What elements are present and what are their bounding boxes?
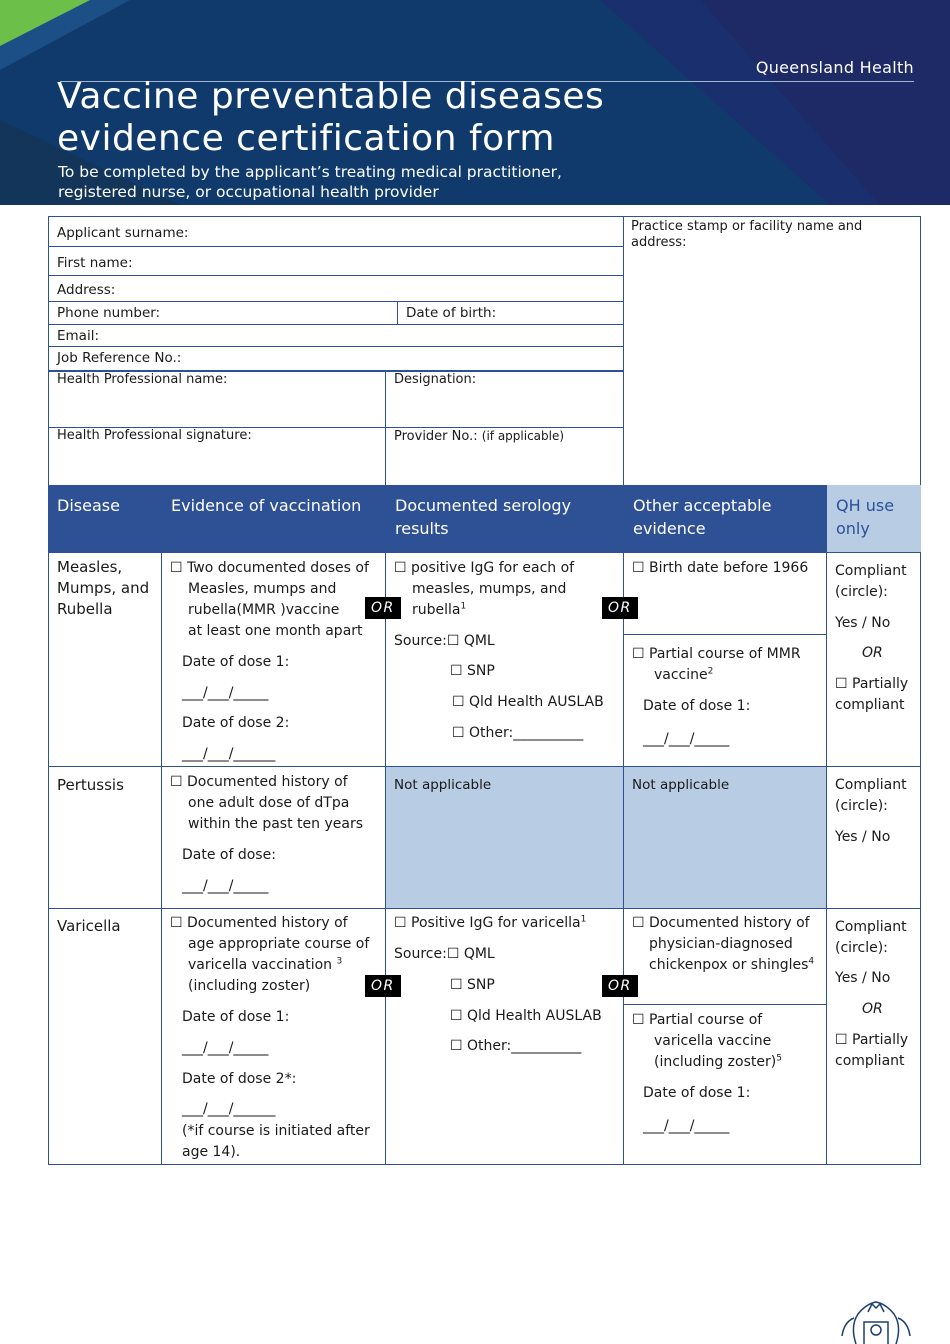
mmr-partial-course-checkbox[interactable]: ☐ Partial course of MMR xyxy=(632,646,801,662)
pertussis-serology-na: Not applicable xyxy=(394,777,492,793)
email-field[interactable]: Email: xyxy=(57,328,100,344)
brand-logo-text: Queensland Health xyxy=(755,58,914,77)
job-reference-field[interactable]: Job Reference No.: xyxy=(57,350,182,366)
hp-signature-label: Health Professional signature: xyxy=(57,428,252,443)
mmr-qh-partially-compliant[interactable]: ☐ Partially compliant xyxy=(835,676,909,713)
or-badge: OR xyxy=(602,597,638,619)
mmr-source-qld-auslab[interactable]: ☐ Qld Health AUSLAB xyxy=(452,694,604,710)
mmr-evidence-checkbox[interactable]: ☐ Two documented doses of xyxy=(170,560,369,576)
mmr-source-other[interactable]: ☐ Other:__________ xyxy=(452,725,584,741)
disease-varicella: Varicella xyxy=(57,917,121,935)
varicella-source-qld-auslab[interactable]: ☐ Qld Health AUSLAB xyxy=(450,1008,602,1024)
mmr-serology-text: measles, mumps, and rubella$^1$ xyxy=(412,581,567,618)
applicant-surname-field[interactable]: Applicant surname: xyxy=(57,225,189,241)
varicella-source-snp[interactable]: ☐ SNP xyxy=(450,977,495,993)
pertussis-dose-label: Date of dose: xyxy=(182,847,276,863)
varicella-qh-partially-compliant[interactable]: ☐ Partially compliant xyxy=(835,1032,909,1069)
varicella-history-checkbox[interactable]: ☐ Documented history of xyxy=(632,915,810,931)
varicella-source-other[interactable]: ☐ Other:__________ xyxy=(450,1038,582,1054)
address-field[interactable]: Address: xyxy=(57,282,116,298)
varicella-qh-compliant: Compliant (circle): xyxy=(835,919,907,956)
mmr-other-dose1-label: Date of dose 1: xyxy=(643,698,751,714)
or-badge: OR xyxy=(365,597,401,619)
varicella-qh-or: OR xyxy=(862,1001,883,1017)
mmr-dose2-label: Date of dose 2: xyxy=(182,715,290,731)
varicella-dose1-label: Date of dose 1: xyxy=(182,1009,290,1025)
designation-label: Designation: xyxy=(394,372,477,387)
hp-name-label: Health Professional name: xyxy=(57,372,228,387)
mmr-dose1-input[interactable]: ___/___/_____ xyxy=(182,685,269,701)
phone-number-field[interactable]: Phone number: xyxy=(57,305,161,321)
practice-stamp-box[interactable] xyxy=(623,216,921,486)
mmr-qh-or: OR xyxy=(862,645,883,661)
queensland-crest-icon xyxy=(836,1296,916,1344)
mmr-evidence-text: Measles, mumps and rubella(MMR )vaccine at least one month apart xyxy=(188,581,363,639)
pertussis-evidence-text: one adult dose of dTpa within the past ten years xyxy=(188,795,363,832)
pertussis-qh-yes-no[interactable]: Yes / No xyxy=(835,829,891,845)
varicella-serology-checkbox[interactable]: ☐ Positive IgG for varicella$^1$ xyxy=(394,914,587,931)
date-of-birth-field[interactable]: Date of birth: xyxy=(406,305,497,321)
pertussis-evidence-checkbox[interactable]: ☐ Documented history of xyxy=(170,774,348,790)
col-header-serology: Documented serology results xyxy=(386,485,624,552)
varicella-history-text: physician-diagnosed chickenpox or shingles$^4$ xyxy=(649,936,815,973)
first-name-field[interactable]: First name: xyxy=(57,255,133,271)
varicella-source-label: Source:☐ QML xyxy=(394,946,495,962)
provider-no-label: Provider No.: (if applicable) xyxy=(394,429,565,444)
varicella-partial-text: varicella vaccine (including zoster)$^5$ xyxy=(654,1033,782,1070)
mmr-dose1-label: Date of dose 1: xyxy=(182,654,290,670)
or-badge: OR xyxy=(602,975,638,997)
pertussis-dose-input[interactable]: ___/___/_____ xyxy=(182,878,269,894)
mmr-qh-compliant: Compliant (circle): xyxy=(835,563,907,600)
col-header-disease: Disease xyxy=(48,485,162,552)
varicella-partial-checkbox[interactable]: ☐ Partial course of xyxy=(632,1012,763,1028)
varicella-evidence-text: age appropriate course of varicella vaccination $^3$ (including zoster) xyxy=(188,936,370,994)
mmr-qh-yes-no[interactable]: Yes / No xyxy=(835,615,891,631)
col-header-evidence: Evidence of vaccination xyxy=(162,485,386,552)
or-badge: OR xyxy=(365,975,401,997)
varicella-dose2-input[interactable]: ___/___/______ xyxy=(182,1101,276,1117)
pertussis-qh-compliant: Compliant (circle): xyxy=(835,777,907,814)
varicella-other-dose1-input[interactable]: ___/___/_____ xyxy=(643,1118,730,1134)
pertussis-other-na: Not applicable xyxy=(632,777,730,793)
varicella-other-dose1-label: Date of dose 1: xyxy=(643,1085,751,1101)
mmr-birth-before-1966[interactable]: ☐ Birth date before 1966 xyxy=(632,560,809,576)
varicella-dose2-note: (*if course is initiated after age 14). xyxy=(182,1123,370,1160)
page-title: Vaccine preventable diseases evidence certification form xyxy=(57,76,605,159)
mmr-dose2-input[interactable]: ___/___/______ xyxy=(182,746,276,762)
disease-mmr: Measles, Mumps, and Rubella xyxy=(57,558,150,618)
varicella-qh-yes-no[interactable]: Yes / No xyxy=(835,970,891,986)
practice-stamp-label: Practice stamp or facility name and address: xyxy=(631,219,863,250)
page-subtitle: To be completed by the applicant’s treating medical practitioner, registered nurse, or occupational health provider xyxy=(58,163,562,201)
mmr-source-snp[interactable]: ☐ SNP xyxy=(450,663,495,679)
varicella-dose2-label: Date of dose 2*: xyxy=(182,1071,297,1087)
mmr-partial-course-text: vaccine$^2$ xyxy=(654,666,714,683)
mmr-serology-checkbox[interactable]: ☐ positive IgG for each of xyxy=(394,560,575,576)
mmr-source-label: Source:☐ QML xyxy=(394,633,495,649)
header-banner xyxy=(0,0,950,205)
varicella-dose1-input[interactable]: ___/___/_____ xyxy=(182,1040,269,1056)
varicella-evidence-checkbox[interactable]: ☐ Documented history of xyxy=(170,915,348,931)
col-header-qh-use: QH use only xyxy=(827,485,921,552)
col-header-other: Other acceptable evidence xyxy=(624,485,827,552)
mmr-other-dose1-input[interactable]: ___/___/_____ xyxy=(643,731,730,747)
disease-pertussis: Pertussis xyxy=(57,776,124,794)
